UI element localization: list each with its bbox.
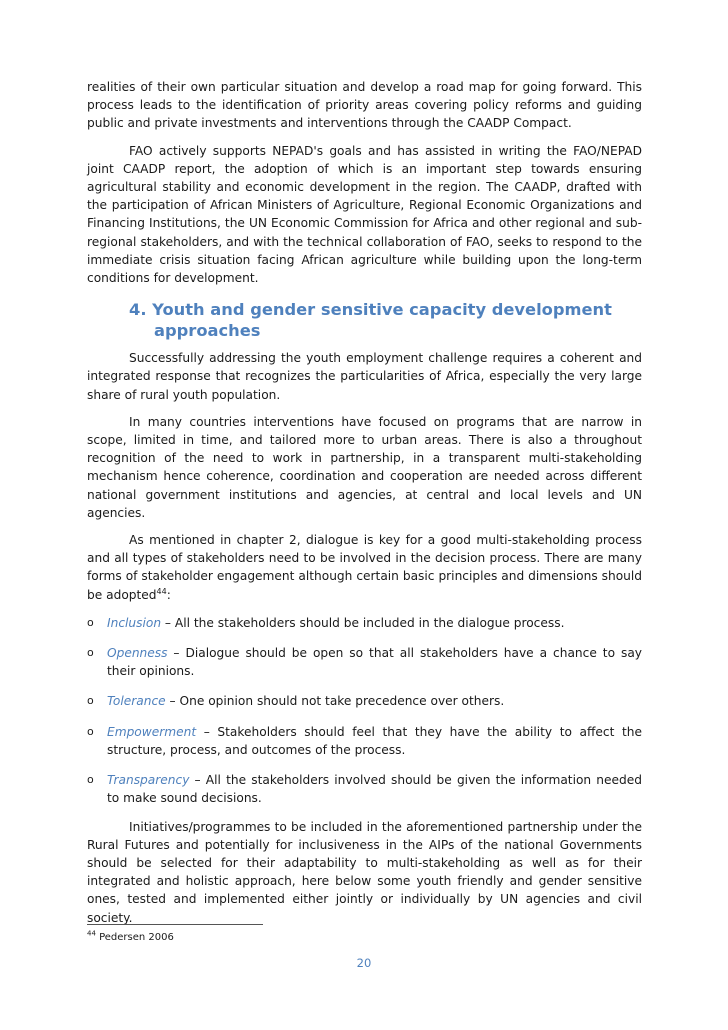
principle-text: – Dialogue should be open so that all stakeholders have a chance to say their opinions. [107, 646, 642, 679]
principle-term: Empowerment [107, 724, 197, 739]
list-item [87, 723, 642, 759]
page-number: 20 [356, 956, 372, 970]
dialogue-text: As mentioned in chapter 2, dialogue is key for a good multi-stakeholding process and all types of stakeholders need to be involved in the decision process. There are many forms of stakeholder engagement although certain basic principles and dimensions should be adopted [87, 533, 642, 602]
paragraph-continuation: realities of their own particular situation and develop a road map for going forward. This process leads to the identification of priority areas covering policy reforms and guiding public and private investments and interventions through the CAADP Compact. [87, 80, 642, 131]
principles-list [87, 614, 642, 808]
principle-term: Inclusion [107, 615, 162, 630]
list-item [87, 771, 642, 807]
paragraph-youth: Successfully addressing the youth employment challenge requires a coherent and integrated response that recognizes the particularities of Africa, especially the very large share of rural youth population. [87, 351, 642, 402]
paragraph-fao: FAO actively supports NEPAD's goals and has assisted in writing the FAO/NEPAD joint CAADP report, the adoption of which is an important step towards ensuring agricultural stability and economic development in the region. The CAADP, drafted with the participation of African Ministers of Agriculture, Regional Economic Organizations and Financing Institutions, the UN Economic Commission for Africa and other regional and sub-regional stakeholders, and with the technical collaboration of FAO, seeks to respond to the immediate crisis situation facing African agriculture while building upon the long-term conditions for development. [87, 143, 642, 286]
bullet-icon: o [87, 646, 94, 660]
paragraph-countries: In many countries interventions have focused on programs that are narrow in scope, limited in time, and tailored more to urban areas. There is also a throughout recognition of the need to work in partnership, in a transparent multi-stakeholding mechanism hence coherence, coordination and cooperation are needed across different national government institutions and agencies, at central and local levels and UN agencies. [87, 414, 642, 520]
bullet-icon: o [87, 773, 94, 787]
principle-term: Transparency [107, 773, 190, 788]
paragraph-initiatives: Initiatives/programmes to be included in the aforementioned partnership under the Rural Futures and potentially for inclusiveness in the AIPs of the national Governments should be selected for their adaptability to multi-stakeholding as well as for their integrated and holistic approach, here below some youth friendly and gender sensitive ones, tested and implemented either jointly or individually by UN agencies and civil society. [87, 819, 642, 925]
principle-term: Openness [107, 646, 168, 661]
section-heading: 4. Youth and gender sensitive capacity development approaches [129, 300, 612, 341]
principle-term: Tolerance [107, 694, 166, 709]
footnote-reference[interactable]: 44 [156, 586, 167, 596]
bullet-icon: o [87, 694, 94, 708]
bullet-icon: o [87, 724, 94, 738]
footnote-text: Pedersen 2006 [95, 932, 174, 943]
footnote [87, 931, 174, 944]
list-item [87, 614, 642, 632]
principle-text: – One opinion should not take precedence over others. [165, 694, 505, 709]
page-body [87, 78, 642, 927]
bullet-icon: o [87, 615, 94, 629]
paragraph-dialogue [87, 531, 642, 604]
footnote-number: 44 [87, 929, 96, 938]
dialogue-colon: : [166, 587, 171, 602]
principle-text: – Stakeholders should feel that they have the ability to affect the structure, process, and outcomes of the process. [107, 724, 642, 757]
list-item [87, 692, 642, 710]
list-item [87, 644, 642, 680]
principle-text: – All the stakeholders involved should be given the information needed to make sound decisions. [107, 773, 642, 806]
footnote-divider [87, 924, 263, 925]
principle-text: – All the stakeholders should be included in the dialogue process. [161, 615, 565, 630]
